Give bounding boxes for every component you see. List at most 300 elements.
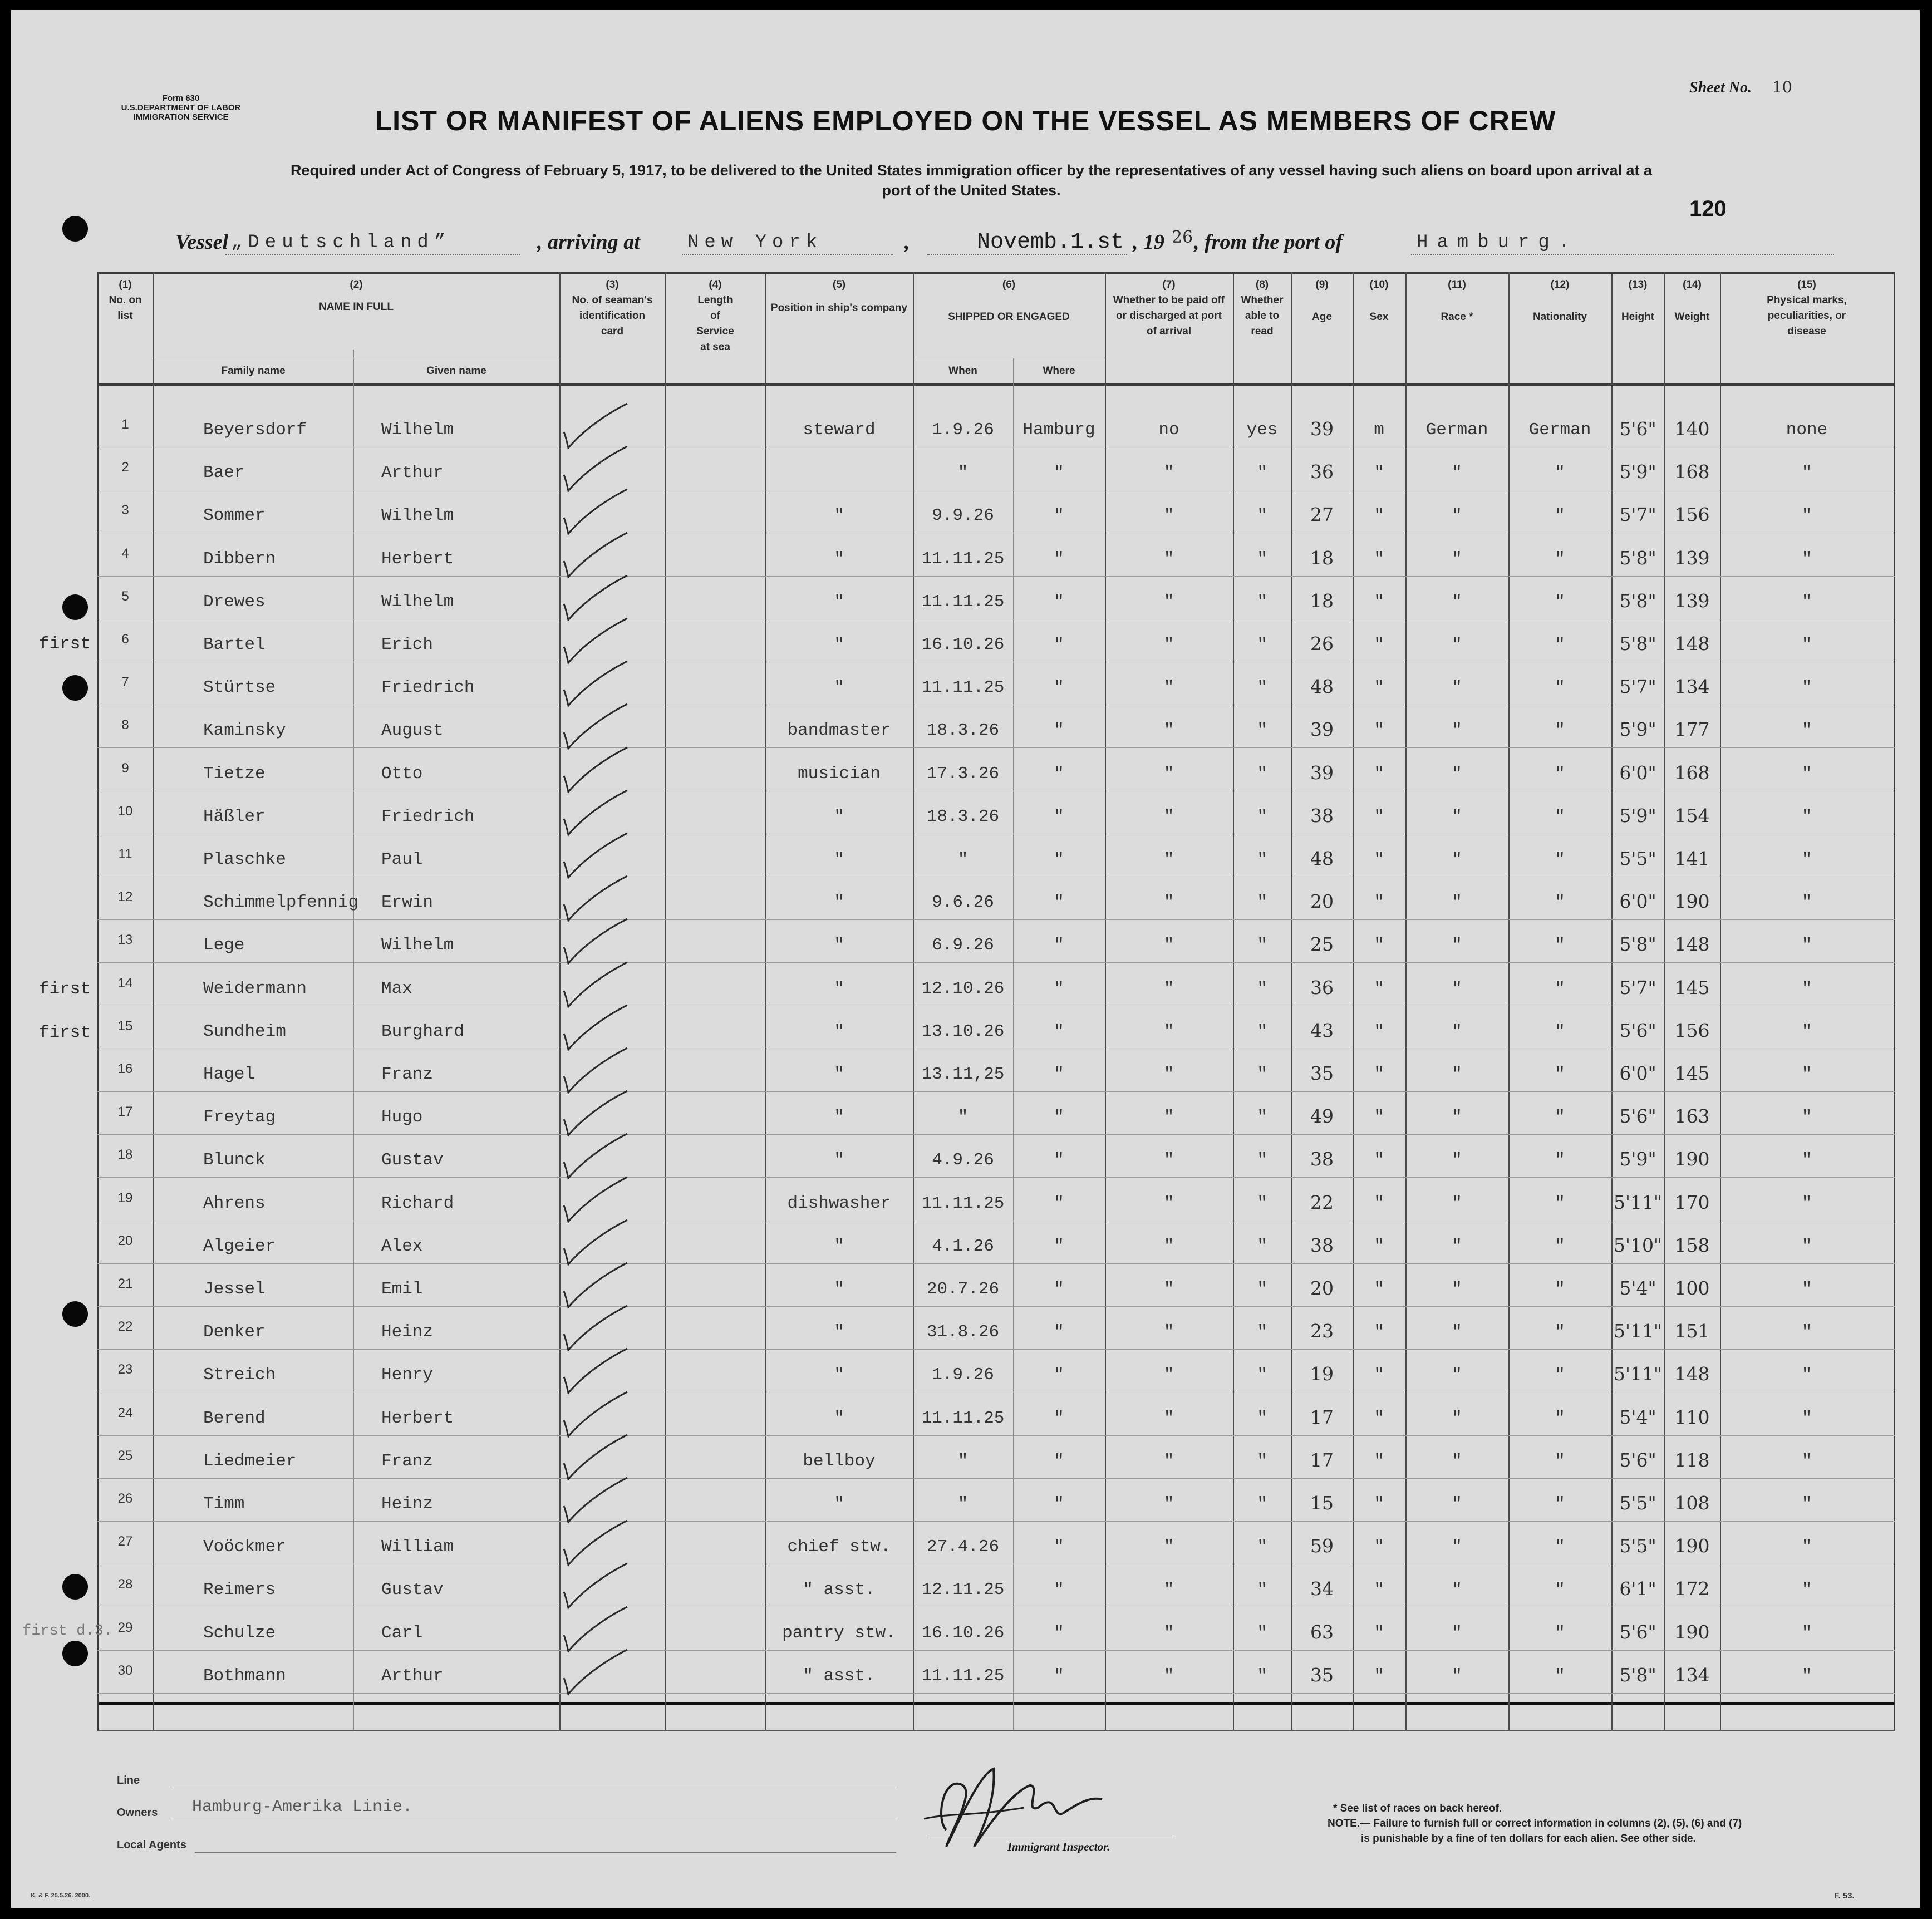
physical-marks: " [1801, 721, 1812, 740]
table-row [11, 1482, 1920, 1526]
physical-marks: " [1801, 1409, 1812, 1428]
margin-note: first [39, 1023, 91, 1042]
sex: " [1374, 506, 1384, 525]
shipped-where: " [1054, 936, 1064, 955]
height: 6'0" [1619, 762, 1656, 784]
height: 5'8" [1619, 1664, 1656, 1686]
position: " asst. [803, 1666, 876, 1686]
height: 5'8" [1619, 633, 1656, 655]
shipped-where: " [1054, 635, 1064, 655]
row-number: 11 [118, 847, 132, 862]
shipped-when: 18.3.26 [926, 721, 1000, 740]
weight: 148 [1674, 1363, 1710, 1385]
paid-off: " [1163, 764, 1174, 784]
shipped-when: " [957, 1108, 969, 1127]
physical-marks: " [1801, 979, 1812, 998]
sex: " [1374, 549, 1384, 569]
col-5-number: (5) [832, 279, 846, 291]
given-name: Max [381, 979, 412, 998]
weight: 163 [1674, 1105, 1710, 1127]
family-name: Freytag [203, 1108, 276, 1127]
service-name: IMMIGRATION SERVICE [133, 112, 229, 122]
sex: " [1374, 1194, 1384, 1213]
shipped-when: 12.11.25 [921, 1580, 1005, 1600]
row-rule [97, 1349, 1895, 1350]
nationality: " [1555, 678, 1565, 697]
col-9-header: Age [1312, 311, 1332, 323]
age: 39 [1310, 418, 1334, 440]
nationality: " [1555, 1537, 1565, 1557]
paid-off: " [1163, 850, 1174, 869]
sex: " [1374, 1022, 1384, 1041]
shipped-when: 11.11.25 [921, 549, 1005, 569]
nationality: " [1555, 549, 1565, 569]
shipped-when: 20.7.26 [926, 1280, 1000, 1299]
sex: " [1374, 1237, 1384, 1256]
family-name: Sundheim [203, 1022, 286, 1041]
physical-marks: " [1801, 1537, 1812, 1557]
nationality: " [1555, 850, 1565, 869]
paid-off: " [1163, 1237, 1174, 1256]
position: " [834, 678, 844, 697]
weight: 108 [1674, 1492, 1710, 1514]
position: " [834, 1065, 844, 1084]
height: 5'11" [1613, 1363, 1663, 1385]
family-name: Sommer [203, 506, 266, 525]
check-mark-icon [559, 1561, 632, 1611]
punch-hole [62, 216, 88, 242]
weight: 134 [1674, 1664, 1710, 1686]
able-to-read: " [1257, 979, 1267, 998]
sex: m [1374, 420, 1384, 440]
table-row [11, 1353, 1920, 1396]
height: 5'6" [1619, 418, 1656, 440]
physical-marks: " [1801, 549, 1812, 569]
able-to-read: " [1257, 1409, 1267, 1428]
family-name: Lege [203, 936, 245, 955]
given-name: Friedrich [381, 678, 475, 697]
family-name: Liedmeier [203, 1451, 297, 1471]
given-name: Gustav [381, 1580, 444, 1600]
age: 48 [1310, 676, 1334, 697]
margin-note: first [39, 634, 91, 654]
row-number: 12 [117, 889, 133, 904]
margin-note: first d.3. [22, 1623, 113, 1640]
col-13-header: Height [1621, 311, 1655, 323]
paid-off: no [1158, 420, 1179, 440]
row-number: 19 [117, 1190, 133, 1205]
race: " [1452, 1022, 1462, 1041]
shipped-where: " [1054, 1537, 1064, 1557]
given-name: Erwin [381, 893, 434, 912]
shipped-where: " [1054, 1280, 1064, 1299]
shipped-where: " [1054, 979, 1064, 998]
col-12-number: (12) [1550, 279, 1570, 291]
age: 38 [1310, 805, 1334, 826]
age: 20 [1310, 890, 1334, 912]
row-rule [97, 1306, 1895, 1307]
family-name: Denker [203, 1322, 266, 1342]
race: " [1452, 1108, 1462, 1127]
weight: 118 [1674, 1449, 1710, 1471]
table-row [11, 1439, 1920, 1483]
weight: 190 [1674, 1621, 1710, 1643]
height: 6'1" [1619, 1578, 1656, 1600]
race: " [1452, 721, 1462, 740]
paid-off: " [1163, 549, 1174, 569]
physical-marks: " [1801, 1194, 1812, 1213]
height: 5'11" [1613, 1320, 1663, 1342]
position: " [834, 635, 844, 655]
col-12-header: Nationality [1532, 311, 1587, 323]
race: " [1452, 1150, 1462, 1170]
able-to-read: " [1257, 592, 1267, 612]
family-name: Bothmann [203, 1666, 286, 1686]
race: " [1452, 1623, 1462, 1643]
family-name: Plaschke [203, 850, 286, 869]
position: " asst. [803, 1580, 876, 1600]
race: " [1452, 1580, 1462, 1600]
table-bottom-rule [97, 1702, 1895, 1705]
race: " [1452, 1280, 1462, 1299]
shipped-where: " [1054, 1580, 1064, 1600]
height: 5'9" [1619, 461, 1656, 483]
family-name: Kaminsky [203, 721, 286, 740]
age: 49 [1310, 1105, 1334, 1127]
owners-label: Owners [117, 1807, 158, 1819]
shipped-where: " [1054, 463, 1064, 483]
family-name: Dibbern [203, 549, 276, 569]
able-to-read: " [1257, 1365, 1267, 1385]
physical-marks: none [1786, 420, 1828, 440]
sex: " [1374, 1365, 1384, 1385]
shipped-when: 17.3.26 [926, 764, 1000, 784]
race: " [1452, 463, 1462, 483]
age: 27 [1310, 504, 1334, 525]
height: 5'9" [1619, 1148, 1656, 1170]
age: 59 [1310, 1535, 1334, 1557]
race: " [1452, 893, 1462, 912]
position: " [834, 1322, 844, 1342]
row-rule [97, 1091, 1895, 1092]
row-rule [97, 1693, 1895, 1694]
position: steward [803, 420, 876, 440]
given-name: Franz [381, 1065, 434, 1084]
physical-marks: " [1801, 1065, 1812, 1084]
paid-off: " [1163, 807, 1174, 826]
height: 5'6" [1619, 1621, 1656, 1643]
col-2-header: NAME IN FULL [318, 301, 394, 313]
family-name: Bartel [203, 635, 266, 655]
table-row [11, 795, 1920, 838]
arrival-date: Novemb.1.st [977, 230, 1124, 255]
weight: 168 [1674, 762, 1710, 784]
note-penalty-1: NOTE.— Failure to furnish full or correct information in columns (2), (5), (6) and (7) [1328, 1818, 1742, 1829]
physical-marks: " [1801, 807, 1812, 826]
able-to-read: " [1257, 549, 1267, 569]
given-name: Herbert [381, 549, 454, 569]
col-10-header: Sex [1369, 311, 1389, 323]
nationality: " [1555, 1580, 1565, 1600]
shipped-when: 18.3.26 [926, 807, 1000, 826]
shipped-where: Hamburg [1022, 420, 1095, 440]
sheet-number: 10 [1772, 78, 1792, 96]
family-name: Reimers [203, 1580, 276, 1600]
col-3-header: No. of seaman's identification card [572, 294, 653, 337]
sex: " [1374, 1280, 1384, 1299]
race: " [1452, 850, 1462, 869]
given-name: Gustav [381, 1150, 444, 1170]
race: " [1452, 807, 1462, 826]
shipped-when: 1.9.26 [932, 1365, 994, 1385]
nationality: " [1555, 893, 1565, 912]
given-name: Erich [381, 635, 434, 655]
col-2-number: (2) [350, 279, 363, 291]
position: " [834, 893, 844, 912]
given-name: Richard [381, 1194, 454, 1213]
physical-marks: " [1801, 936, 1812, 955]
able-to-read: " [1257, 635, 1267, 655]
age: 22 [1310, 1192, 1334, 1213]
paid-off: " [1163, 1623, 1174, 1643]
nationality: " [1555, 1623, 1565, 1643]
sex: " [1374, 850, 1384, 869]
col-15-header: Physical marks, peculiarities, or disease [1767, 294, 1847, 337]
check-mark-icon [559, 917, 632, 967]
col-11-number: (11) [1448, 279, 1466, 291]
weight: 172 [1674, 1578, 1710, 1600]
physical-marks: " [1801, 506, 1812, 525]
given-name: Wilhelm [381, 592, 454, 612]
sex: " [1374, 1666, 1384, 1686]
row-rule [97, 919, 1895, 920]
able-to-read: " [1257, 721, 1267, 740]
position: dishwasher [787, 1194, 891, 1213]
age: 36 [1310, 977, 1334, 998]
paid-off: " [1163, 1580, 1174, 1600]
table-row [11, 1052, 1920, 1096]
family-name: Ahrens [203, 1194, 266, 1213]
height: 5'8" [1619, 590, 1656, 612]
col-6b-header: Where [1043, 365, 1075, 377]
sex: " [1374, 721, 1384, 740]
nationality: " [1555, 1666, 1565, 1686]
table-row [11, 1310, 1920, 1354]
sex: " [1374, 764, 1384, 784]
table-row [11, 1095, 1920, 1139]
note-races: * See list of races on back hereof. [1333, 1803, 1502, 1814]
shipped-where: " [1054, 764, 1064, 784]
table-row [11, 708, 1920, 752]
shipped-where: " [1054, 1194, 1064, 1213]
col-6a-header: When [948, 365, 977, 377]
weight: 158 [1674, 1234, 1710, 1256]
col-8-header: Whether able to read [1241, 294, 1284, 337]
age: 26 [1310, 633, 1334, 655]
row-number: 4 [121, 546, 129, 561]
position: " [834, 979, 844, 998]
family-name: Jessel [203, 1280, 266, 1299]
weight: 156 [1674, 1020, 1710, 1041]
row-number: 3 [121, 503, 129, 518]
age: 38 [1310, 1234, 1334, 1256]
age: 18 [1310, 547, 1334, 569]
row-number: 17 [117, 1104, 133, 1119]
given-name: Burghard [381, 1022, 464, 1041]
position: " [834, 1022, 844, 1041]
sex: " [1374, 463, 1384, 483]
table-row [11, 752, 1920, 795]
table-row [11, 923, 1920, 967]
height: 5'4" [1619, 1277, 1656, 1299]
physical-marks: " [1801, 1494, 1812, 1514]
row-number: 22 [117, 1319, 133, 1334]
weight: 151 [1674, 1320, 1710, 1342]
shipped-when: 27.4.26 [926, 1537, 1000, 1557]
given-name: Alex [381, 1237, 423, 1256]
position: " [834, 1409, 844, 1428]
row-number: 25 [117, 1448, 133, 1463]
position: chief stw. [787, 1537, 891, 1557]
table-row [11, 838, 1920, 881]
paid-off: " [1163, 678, 1174, 697]
row-number: 28 [117, 1577, 133, 1592]
physical-marks: " [1801, 1580, 1812, 1600]
nationality: " [1555, 1108, 1565, 1127]
shipped-where: " [1054, 1150, 1064, 1170]
nationality: " [1555, 1451, 1565, 1471]
shipped-when: 11.11.25 [921, 592, 1005, 612]
physical-marks: " [1801, 1451, 1812, 1471]
weight: 148 [1674, 933, 1710, 955]
able-to-read: yes [1246, 420, 1278, 440]
given-name: Wilhelm [381, 506, 454, 525]
shipped-when: 11.11.25 [921, 1666, 1005, 1686]
physical-marks: " [1801, 635, 1812, 655]
position: bandmaster [787, 721, 891, 740]
physical-marks: " [1801, 893, 1812, 912]
line-label: Line [117, 1774, 140, 1787]
sex: " [1374, 635, 1384, 655]
shipped-when: " [957, 850, 969, 869]
shipped-where: " [1054, 1451, 1064, 1471]
given-name: Wilhelm [381, 420, 454, 440]
col-4-header: Length of Service at sea [696, 294, 734, 353]
age: 34 [1310, 1578, 1334, 1600]
row-number: 8 [121, 717, 129, 732]
row-rule [97, 1177, 1895, 1178]
sex: " [1374, 807, 1384, 826]
row-number: 23 [117, 1362, 133, 1377]
row-rule [97, 962, 1895, 963]
physical-marks: " [1801, 1666, 1812, 1686]
shipped-when: 13.11,25 [921, 1065, 1005, 1084]
paid-off: " [1163, 936, 1174, 955]
shipped-where: " [1054, 1022, 1064, 1041]
nationality: " [1555, 592, 1565, 612]
nationality: " [1555, 1194, 1565, 1213]
race: " [1452, 1409, 1462, 1428]
row-number: 7 [121, 675, 129, 690]
given-name: Hugo [381, 1108, 423, 1127]
nationality: " [1555, 1365, 1565, 1385]
race: German [1425, 420, 1488, 440]
form-number: Form 630 [162, 94, 200, 103]
shipped-when: 1.9.26 [932, 420, 994, 440]
table-row [11, 967, 1920, 1010]
col-1-number: (1) [119, 279, 132, 291]
family-name: Häßler [203, 807, 266, 826]
shipped-when: 9.6.26 [932, 893, 994, 912]
year-suffix: 26 [1172, 228, 1193, 247]
able-to-read: " [1257, 1022, 1267, 1041]
manifest-sheet [11, 10, 1920, 1908]
check-mark-icon [559, 487, 632, 537]
given-name: Heinz [381, 1494, 434, 1514]
row-number: 5 [121, 589, 129, 604]
shipped-when: " [957, 1494, 969, 1514]
row-number: 20 [117, 1233, 133, 1248]
physical-marks: " [1801, 1623, 1812, 1643]
able-to-read: " [1257, 1580, 1267, 1600]
row-number: 2 [121, 460, 129, 475]
sex: " [1374, 1537, 1384, 1557]
col-3-number: (3) [606, 279, 619, 291]
from-port: Hamburg. [1417, 232, 1579, 253]
col-5-header: Position in ship's company [770, 302, 908, 314]
sex: " [1374, 1065, 1384, 1084]
shipped-when: 31.8.26 [926, 1322, 1000, 1342]
row-number: 21 [117, 1276, 133, 1291]
nationality: German [1528, 420, 1591, 440]
physical-marks: " [1801, 1022, 1812, 1041]
col-14-number: (14) [1683, 279, 1702, 291]
height: 5'8" [1619, 933, 1656, 955]
col-14-header: Weight [1674, 311, 1710, 323]
physical-marks: " [1801, 1108, 1812, 1127]
position: " [834, 850, 844, 869]
given-name: William [381, 1537, 454, 1557]
family-name: Weidermann [203, 979, 307, 998]
sex: " [1374, 1150, 1384, 1170]
table-row [11, 451, 1920, 494]
paid-off: " [1163, 1280, 1174, 1299]
height: 5'5" [1619, 1492, 1656, 1514]
age: 35 [1310, 1062, 1334, 1084]
shipped-where: " [1054, 1108, 1064, 1127]
age: 38 [1310, 1148, 1334, 1170]
table-row [11, 1182, 1920, 1225]
sex: " [1374, 1451, 1384, 1471]
vessel-label: Vessel [175, 230, 228, 254]
table-row [11, 623, 1920, 666]
col-2b-header: Given name [426, 365, 486, 377]
race: " [1452, 979, 1462, 998]
row-rule [97, 1134, 1895, 1135]
department-name: U.S.DEPARTMENT OF LABOR [121, 103, 241, 112]
age: 17 [1310, 1406, 1334, 1428]
able-to-read: " [1257, 1666, 1267, 1686]
given-name: Friedrich [381, 807, 475, 826]
age: 39 [1310, 762, 1334, 784]
sex: " [1374, 893, 1384, 912]
subtitle-line-1: Required under Act of Congress of February 5, 1917, to be delivered to the United States immigration officer by the representatives of any vessel having such aliens on board upon arrival at a [290, 162, 1653, 179]
height: 5'6" [1619, 1105, 1656, 1127]
col-4-number: (4) [709, 279, 722, 291]
table-row [11, 1224, 1920, 1268]
row-rule [97, 576, 1895, 577]
nationality: " [1555, 463, 1565, 483]
